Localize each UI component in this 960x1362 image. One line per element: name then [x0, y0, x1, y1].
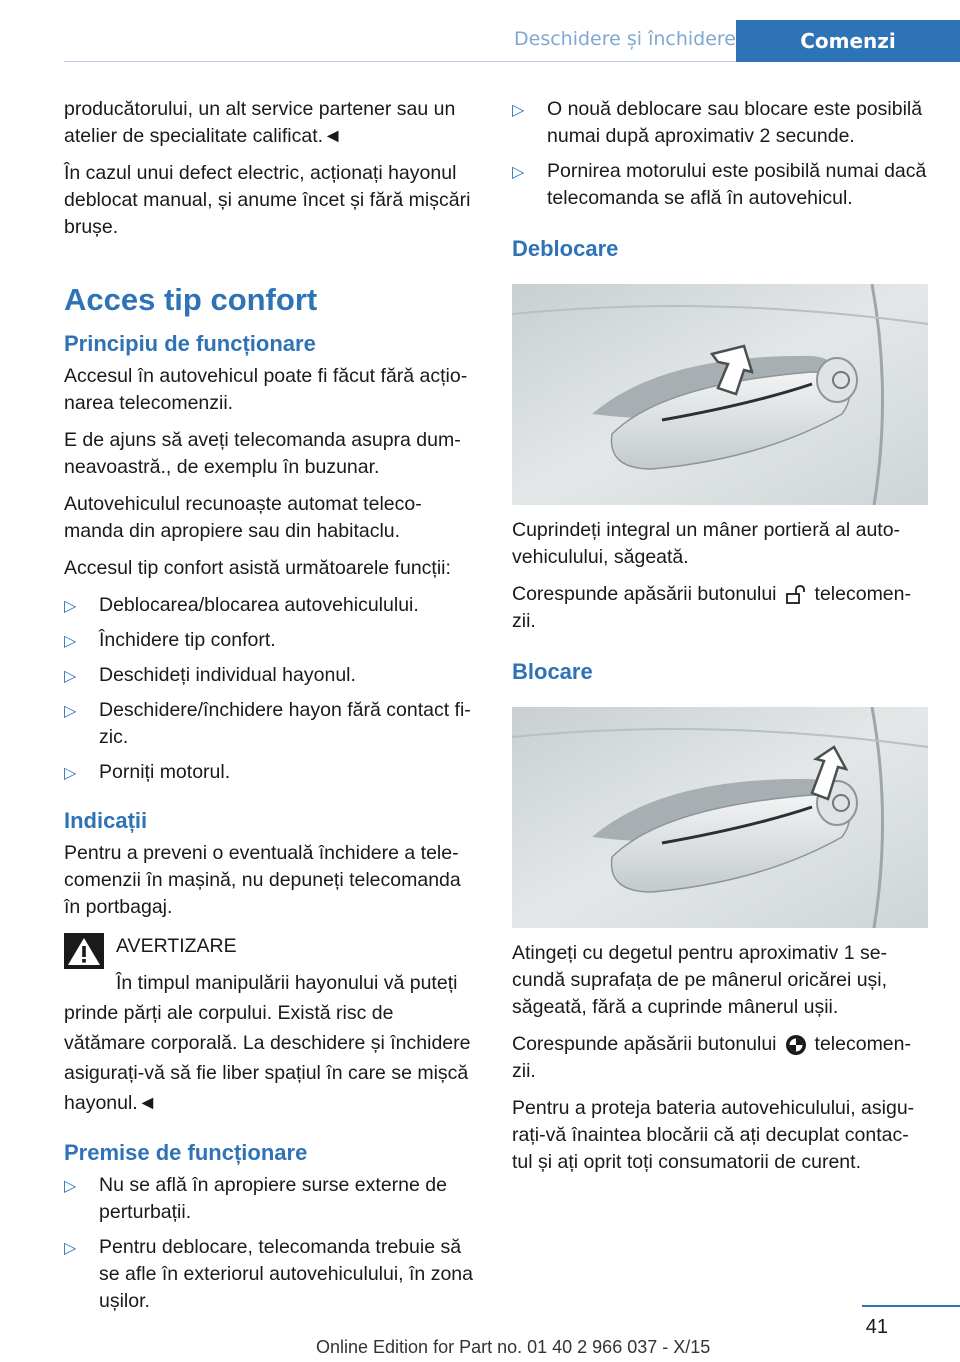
warning-text: În timpul manipulării hayonului vă puteți prinde părți ale corpului. Există risc de vătămare corporală. La deschidere și închidere asigurați-vă să fie liber spațiul în care se mișcă hayonul.◄: [64, 972, 471, 1114]
page-header: [0, 0, 960, 62]
door-handle-lock-image: [512, 707, 928, 928]
prerequisites-list: [64, 1172, 480, 1315]
page-number: 41: [865, 1316, 888, 1338]
triangle-right-icon: ▷: [512, 100, 525, 119]
triangle-right-icon: ▷: [64, 1238, 77, 1257]
edition-note: Online Edition for Part no. 01 40 2 966 037 - X/15: [316, 1337, 711, 1357]
header-rule: [64, 61, 736, 62]
subsection-title: Indicații: [64, 808, 148, 833]
subsection-title: Deblocare: [512, 236, 619, 261]
triangle-right-icon: ▷: [64, 763, 77, 782]
subsection-title: Blocare: [512, 659, 593, 684]
left-column: [64, 96, 480, 1323]
unlock-icon: [785, 585, 807, 605]
paragraph: În cazul unui defect electric, acționați hayonul deblocat manual, și anume încet și fără mișcări brușe.: [64, 162, 471, 238]
list-item: ▷ O nouă deblocare sau blocare este posibilă numai după aproximativ 2 secunde.: [512, 98, 923, 147]
list-item: ▷ Deschideți individual hayonul.: [64, 662, 480, 689]
triangle-right-icon: ▷: [64, 631, 77, 650]
section-tab: Deschidere și închidere: [514, 28, 736, 50]
triangle-right-icon: ▷: [64, 596, 77, 615]
paragraph: Cuprindeți integral un mâner portieră al auto‐vehiculului, săgeată.: [512, 519, 901, 568]
prerequisites-list-continued: [512, 96, 928, 212]
paragraph: Corespunde apăsării butonului telecomen‐zii.: [512, 583, 911, 632]
paragraph: Pentru a proteja bateria autovehiculului, asigu‐rați-vă înaintea blocării că ați decuplat contac‐tul și ați oprit toți consumatorii de curent.: [512, 1097, 915, 1173]
warning-triangle-icon: [64, 933, 104, 969]
chapter-tab: Comenzi: [736, 20, 960, 62]
subsection-title: Premise de funcționare: [64, 1140, 308, 1165]
right-column: [512, 96, 928, 1186]
paragraph: Autovehiculul recunoaște automat teleco‐manda din apropiere sau din habitaclu.: [64, 493, 422, 542]
list-item: ▷ Nu se află în apropiere surse externe de perturbații.: [64, 1174, 447, 1223]
paragraph: Accesul tip confort asistă următoarele funcții:: [64, 557, 451, 579]
page-footer: [0, 1300, 960, 1362]
section-title: Acces tip confort: [64, 282, 318, 317]
warning-title: AVERTIZARE: [116, 935, 237, 957]
list-item: ▷ Pornirea motorului este posibilă numai dacă telecomanda se află în autovehicul.: [512, 160, 927, 209]
triangle-right-icon: ▷: [64, 1176, 77, 1195]
bmw-logo-icon: [785, 1034, 807, 1056]
triangle-right-icon: ▷: [64, 666, 77, 685]
paragraph: Atingeți cu degetul pentru aproximativ 1 se‐cundă suprafața de pe mânerul oricărei uși, săgeată, fără a cuprinde mânerul ușii.: [512, 942, 888, 1018]
paragraph: producătorului, un alt service partener sau un atelier de specialitate calificat.◄: [64, 98, 456, 147]
paragraph: Accesul în autovehicul poate fi făcut fără acțio‐narea telecomenzii.: [64, 365, 468, 414]
list-item: ▷ Deblocarea/blocarea autovehiculului.: [64, 592, 480, 619]
list-item: ▷ Închidere tip confort.: [64, 627, 480, 654]
paragraph: Corespunde apăsării butonului telecomen‐zii.: [512, 1033, 911, 1082]
list-item: ▷ Pentru deblocare, telecomanda trebuie să se afle în exteriorul autovehiculului, în zona ușilor.: [64, 1236, 473, 1312]
triangle-right-icon: ▷: [64, 701, 77, 720]
warning-box: [64, 933, 480, 1118]
footer-rule: [862, 1305, 960, 1307]
paragraph: E de ajuns să aveți telecomanda asupra dum‐neavoastră., de exemplu în buzunar.: [64, 429, 461, 478]
list-item: ▷ Deschidere/închidere hayon fără contact fi‐zic.: [64, 699, 471, 748]
functions-list: [64, 592, 480, 786]
triangle-right-icon: ▷: [512, 162, 525, 181]
subsection-title: Principiu de funcționare: [64, 331, 316, 356]
paragraph: Pentru a preveni o eventuală închidere a tele‐comenzii în mașină, nu depuneți telecomanda în portbagaj.: [64, 842, 461, 918]
door-handle-unlock-image: [512, 284, 928, 505]
list-item: ▷ Porniți motorul.: [64, 759, 480, 786]
